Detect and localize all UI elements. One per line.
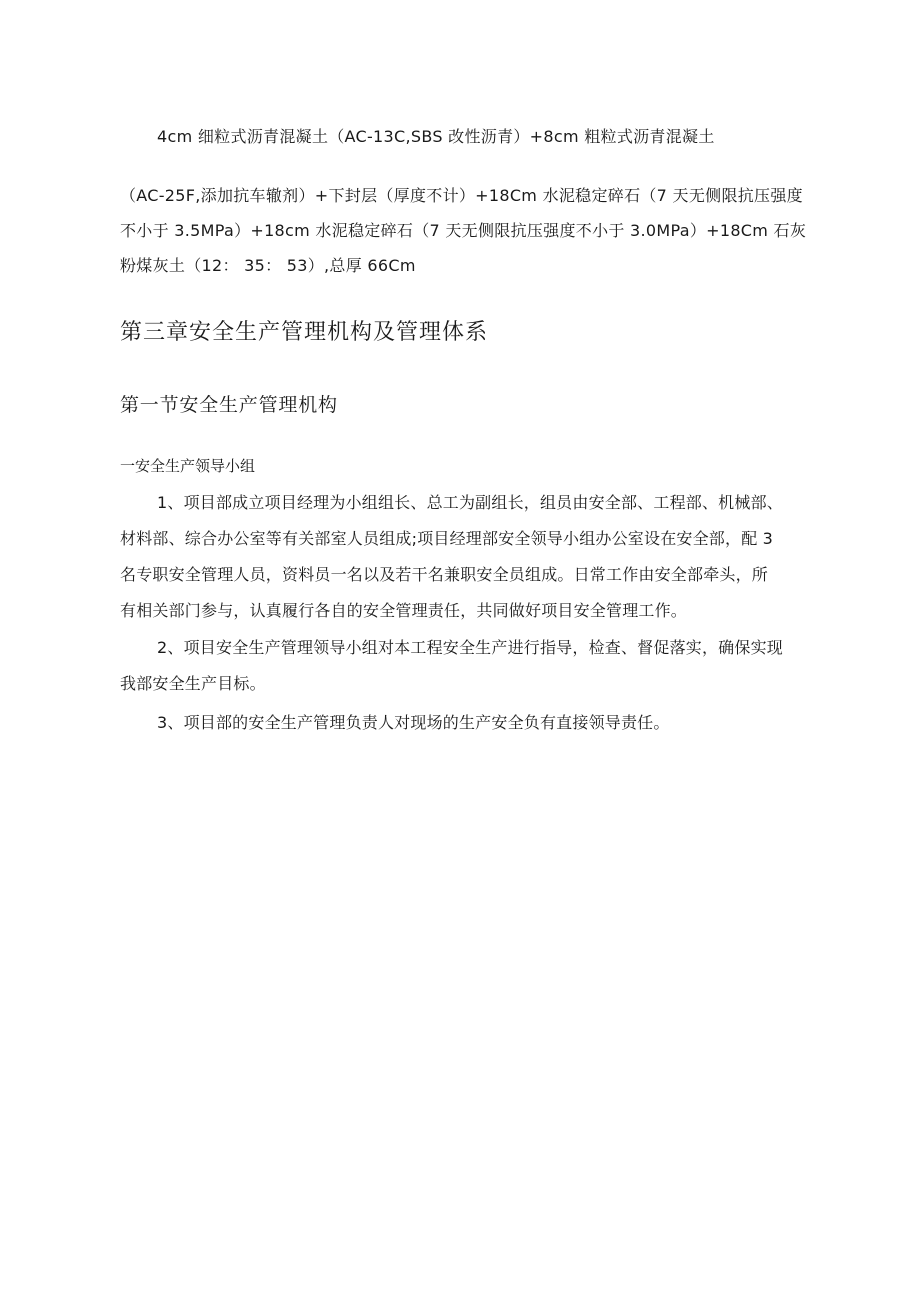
section-title: 第一节安全生产管理机构	[120, 394, 338, 416]
paragraph-line: 名专职安全管理人员，资料员一名以及若干名兼职安全员组成。日常工作由安全部牵头，所	[120, 565, 769, 584]
paragraph-2	[120, 630, 820, 702]
paragraph-line: 3、项目部的安全生产管理负责人对现场的生产安全负有直接领导责任。	[157, 713, 670, 732]
pavement-structure-line: 粉煤灰土（12： 35： 53）,总厚 66Cm	[120, 256, 416, 275]
pavement-structure-continuation	[120, 178, 820, 283]
pavement-structure-line: （AC-25F,添加抗车辙剂）+下封层（厚度不计）+18Cm 水泥稳定碎石（7 天无侧限抗压强度	[120, 186, 803, 205]
paragraph-line: 有相关部门参与，认真履行各自的安全管理责任，共同做好项目安全管理工作。	[120, 601, 688, 620]
chapter-title: 第三章安全生产管理机构及管理体系	[120, 320, 489, 345]
paragraph-line: 我部安全生产目标。	[120, 674, 266, 693]
paragraph-line: 材料部、综合办公室等有关部室人员组成;项目经理部安全领导小组办公室设在安全部，配 3	[120, 529, 774, 548]
subheading: 一安全生产领导小组	[120, 457, 256, 475]
paragraph-line: 1、项目部成立项目经理为小组组长、总工为副组长，组员由安全部、工程部、机械部、	[157, 493, 783, 512]
paragraph-3	[120, 705, 820, 741]
pavement-structure-line-1: 4cm 细粒式沥青混凝土（AC-13C,SBS 改性沥青）+8cm 粗粒式沥青混凝土	[157, 127, 715, 146]
paragraph-line: 2、项目安全生产管理领导小组对本工程安全生产进行指导，检查、督促落实，确保实现	[157, 638, 783, 657]
pavement-structure-line: 不小于 3.5MPa）+18cm 水泥稳定碎石（7 天无侧限抗压强度不小于 3.0MPa）+18Cm 石灰	[120, 221, 807, 240]
paragraph-1	[120, 485, 820, 629]
